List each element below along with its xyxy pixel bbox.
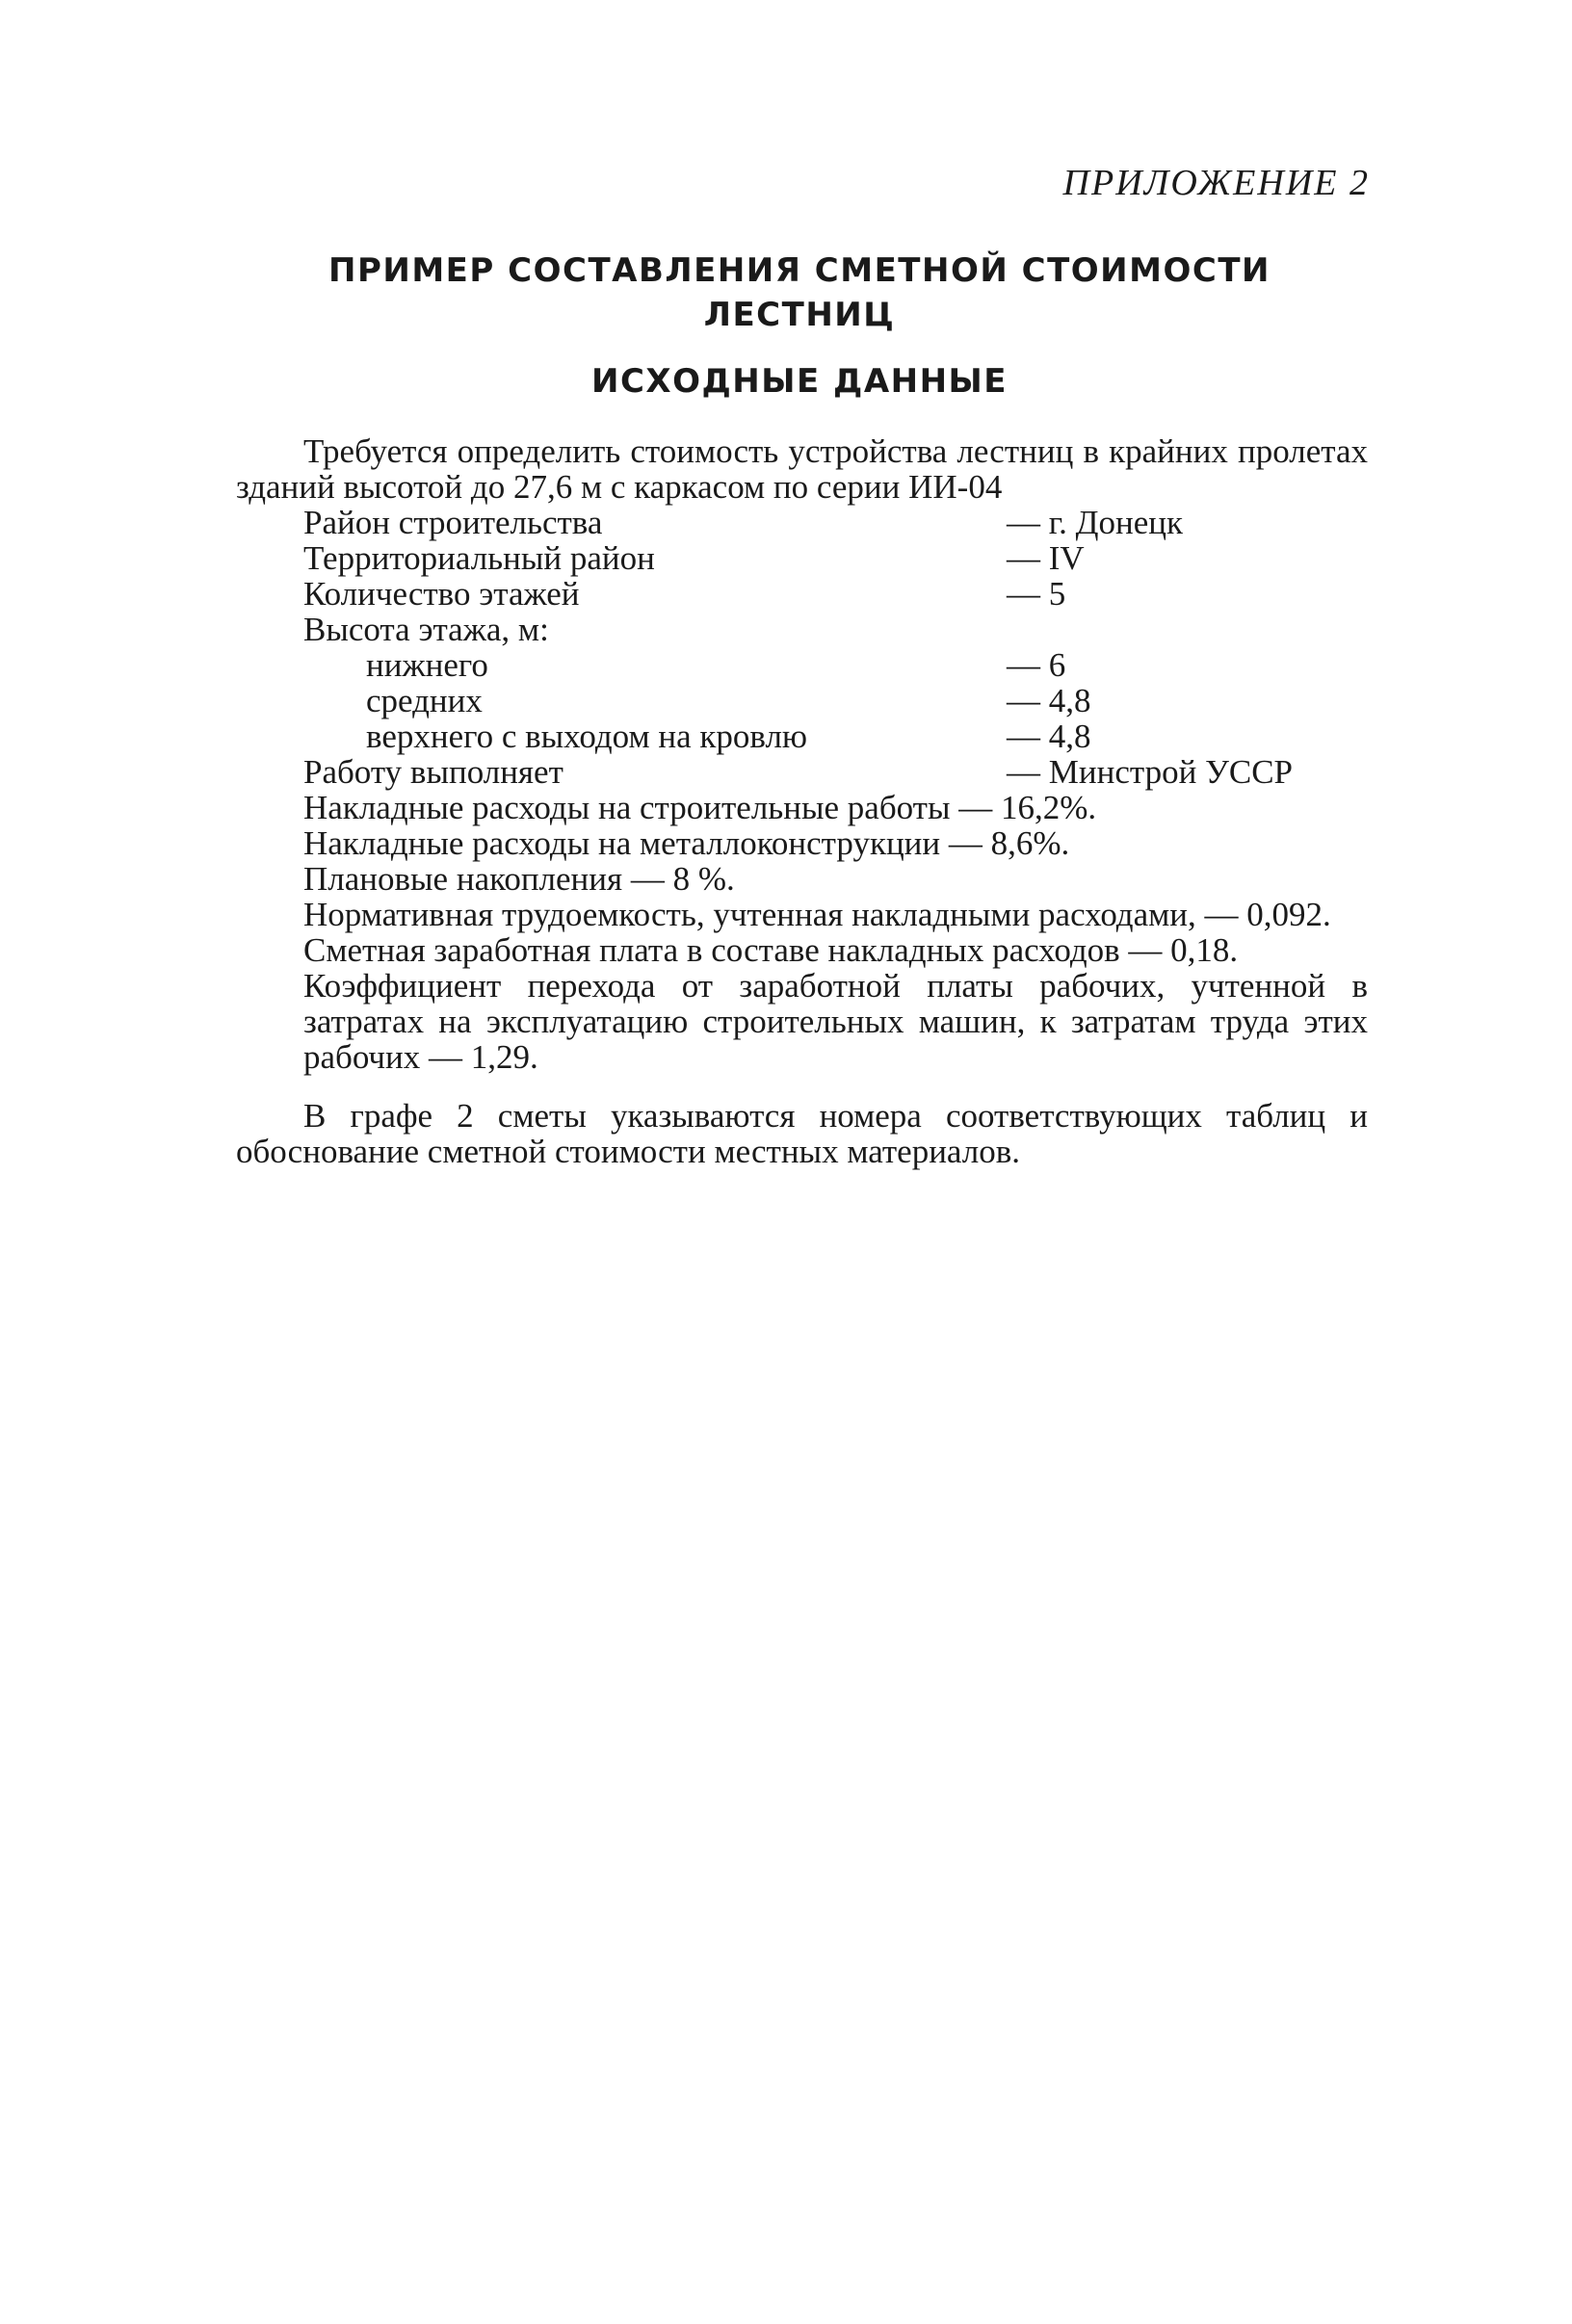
param-row-contractor [236,754,1368,790]
param-row-height [236,612,1368,647]
item-planned-savings: Плановые накопления — 8 %. [303,860,735,898]
param-row-floors [236,576,1368,612]
item-labor-intensity: Нормативная трудоемкость, учтенная накладными расходами, — 0,092. [303,896,1331,933]
title-line-2: ЛЕСТНИЦ [703,296,896,334]
param-value: — г. Донецк [1007,504,1184,541]
param-label: Работу выполняет [303,753,563,791]
item-overhead-metal: Накладные расходы на металлоконструкции — 8,6%. [303,824,1070,862]
item-wage-share: Сметная заработная плата в составе накладных расходов — 0,18. [303,931,1239,969]
appendix-label: ПРИЛОЖЕНИЕ 2 [1062,163,1370,203]
param-value: — 5 [1007,575,1066,613]
param-row-territorial [236,540,1368,576]
param-label: верхнего с выходом на кровлю [366,718,808,755]
param-row-middle [236,683,1368,718]
item-overhead-construction: Накладные расходы на строительные работы — 16,2%. [303,789,1097,826]
param-value: — 6 [1007,646,1066,684]
param-label: нижнего [366,646,488,684]
param-label: Количество этажей [303,575,580,613]
param-row-lower [236,647,1368,683]
param-value: — 4,8 [1007,718,1091,755]
param-value: — IV [1007,539,1085,577]
param-label: Территориальный район [303,539,655,577]
paragraph-gap [236,1075,1368,1098]
param-label: средних [366,682,483,719]
param-row-upper [236,718,1368,754]
param-label: Высота этажа, м: [303,611,549,648]
document-body [236,433,1368,1169]
document-title [241,248,1358,337]
closing-paragraph: В графе 2 сметы указываются номера соответствующих таблиц и обоснование сметной стоимости местных материалов. [236,1097,1368,1170]
section-heading: ИСХОДНЫЕ ДАННЫЕ [590,362,1008,401]
param-value: — Минстрой УССР [1007,753,1294,791]
param-value: — 4,8 [1007,682,1091,719]
title-line-1: ПРИМЕР СОСТАВЛЕНИЯ СМЕТНОЙ СТОИМОСТИ [328,251,1271,290]
param-label: Район строительства [303,504,603,541]
param-row-region [236,505,1368,540]
item-conversion-coef: Коэффициент перехода от заработной платы рабочих, учтенной в затратах на эксплуатацию строительных машин, к затратам труда этих рабочих — 1,29. [303,967,1368,1076]
intro-paragraph: Требуется определить стоимость устройства лестниц в крайних пролетах зданий высотой до 27,6 м с каркасом по серии ИИ-04 [236,432,1368,506]
